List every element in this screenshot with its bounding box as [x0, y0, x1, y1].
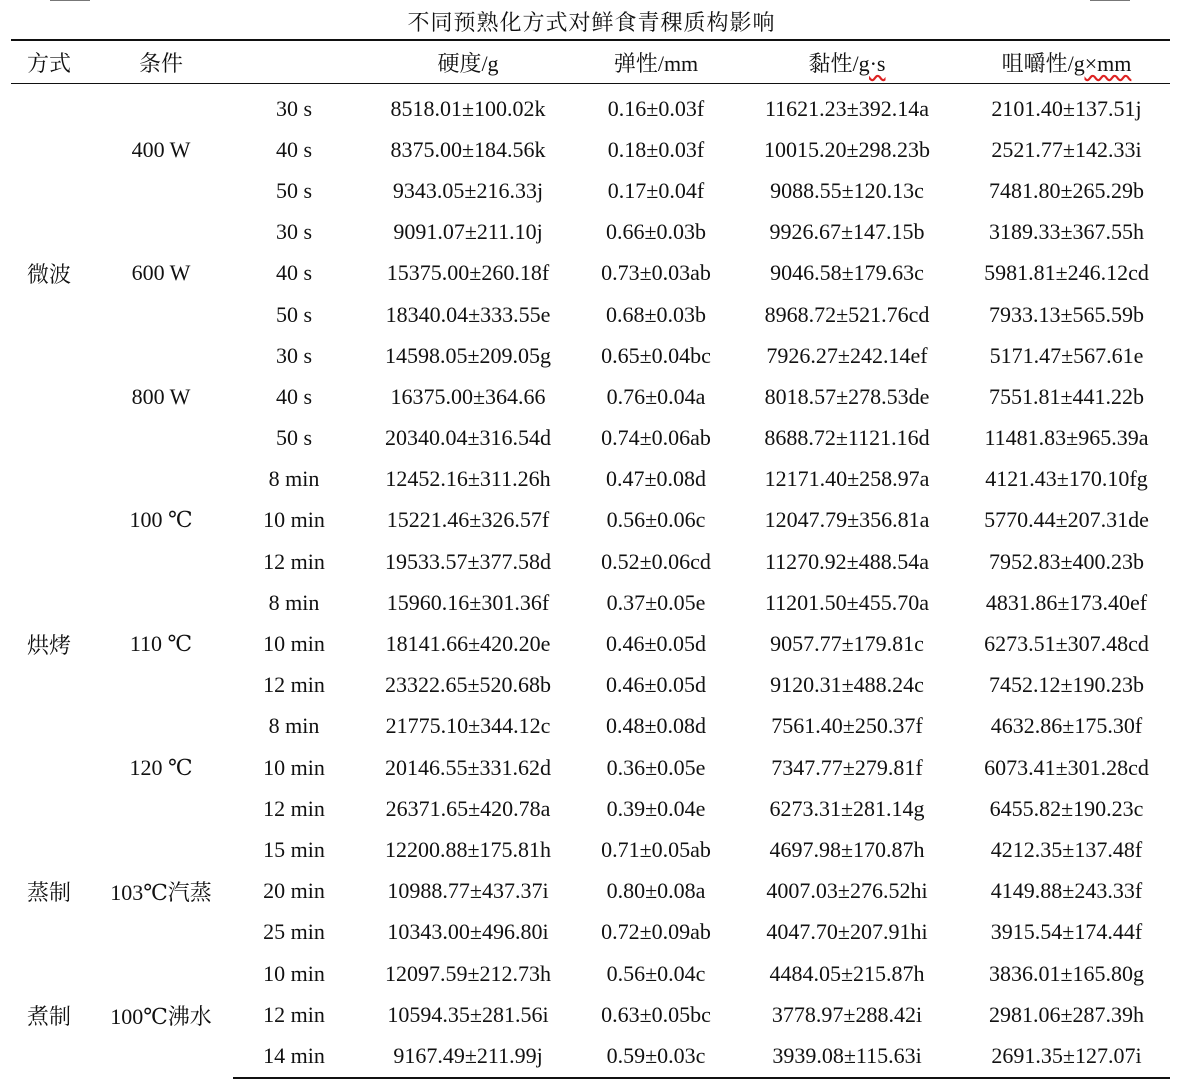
time-cell: 8 min [268, 713, 320, 739]
springiness-cell: 0.18±0.03f [607, 136, 705, 162]
condition-cell: 100 ℃ [129, 507, 193, 533]
stickiness-cell: 11201.50±455.70a [764, 589, 930, 615]
method-cell: 烘烤 [27, 633, 72, 659]
table-row [11, 335, 1170, 376]
stickiness-cell: 7561.40±250.37f [771, 713, 923, 739]
method-cell: 蒸制 [27, 880, 72, 906]
table-row [11, 212, 1170, 253]
header-stickiness-label: 黏性/ [808, 50, 859, 76]
chewiness-cell: 3836.01±165.80g [988, 960, 1145, 986]
hardness-cell: 15375.00±260.18f [386, 260, 550, 286]
springiness-cell: 0.80±0.08a [606, 878, 706, 904]
springiness-cell: 0.37±0.05e [606, 589, 706, 615]
stickiness-cell: 8018.57±278.53de [764, 383, 930, 409]
chewiness-cell: 2981.06±287.39h [988, 1001, 1145, 1027]
chewiness-cell: 11481.83±965.39a [984, 425, 1149, 451]
hardness-cell: 9167.49±211.99j [355, 1035, 581, 1077]
springiness-cell: 0.71±0.05ab [601, 836, 711, 862]
time-cell: 10 min [263, 507, 325, 533]
stickiness-cell: 11621.23±392.14a [764, 95, 930, 121]
hardness-cell: 20340.04±316.54d [384, 425, 552, 451]
springiness-cell: 0.56±0.04c [606, 960, 706, 986]
hardness-cell: 10343.00±496.80i [387, 919, 549, 945]
time-cell: 12 min [263, 795, 325, 821]
chewiness-cell: 3915.54±174.44f [990, 919, 1143, 945]
time-cell: 40 s [275, 136, 313, 162]
stickiness-cell: 8688.72±1121.16d [764, 425, 930, 451]
time-cell: 30 s [275, 95, 313, 121]
stickiness-cell: 11270.92±488.54a [764, 548, 930, 574]
hardness-cell: 15221.46±326.57f [386, 507, 550, 533]
springiness-cell: 0.56±0.06c [606, 507, 706, 533]
springiness-cell: 0.65±0.04bc [601, 342, 711, 368]
chewiness-cell: 5171.47±567.61e [989, 342, 1144, 368]
stickiness-cell: 4007.03±276.52hi [766, 878, 928, 904]
springiness-cell: 0.48±0.08d [605, 713, 707, 739]
time-cell: 25 min [263, 919, 325, 945]
header-stickiness [731, 40, 963, 84]
stickiness-cell: 9046.58±179.63c [770, 260, 924, 286]
stickiness-cell: 12171.40±258.97a [764, 466, 930, 492]
chewiness-cell: 3189.33±367.55h [988, 219, 1145, 245]
chewiness-cell: 2101.40±137.51j [991, 95, 1142, 121]
springiness-cell: 0.52±0.06cd [601, 548, 711, 574]
springiness-cell: 0.74±0.06ab [601, 425, 711, 451]
condition-cell: 800 W [131, 383, 191, 409]
springiness-cell: 0.36±0.05e [606, 754, 706, 780]
springiness-cell: 0.47±0.08d [605, 466, 707, 492]
corner-mark-right [1090, 0, 1130, 1]
header-stickiness-unit: g·s [858, 50, 886, 76]
chewiness-cell: 4121.43±170.10fg [985, 466, 1148, 492]
time-cell: 10 min [263, 754, 325, 780]
stickiness-cell: 9926.67±147.15b [769, 219, 925, 245]
header-chewiness-label: 咀嚼性/ [1001, 50, 1074, 76]
stickiness-cell: 9088.55±120.13c [770, 177, 924, 203]
header-method: 方式 [11, 40, 89, 84]
hardness-cell: 8375.00±184.56k [390, 136, 546, 162]
header-chewiness-unit: g×mm [1073, 50, 1132, 76]
springiness-cell: 0.16±0.03f [607, 95, 705, 121]
time-cell: 50 s [275, 425, 313, 451]
time-cell: 12 min [263, 1001, 325, 1027]
time-cell: 8 min [268, 589, 320, 615]
chewiness-cell: 6273.51±307.48cd [984, 631, 1149, 657]
condition-cell: 600 W [131, 260, 191, 286]
stickiness-cell: 3778.97±288.42i [771, 1001, 923, 1027]
time-cell: 8 min [268, 466, 320, 492]
time-cell: 50 s [275, 177, 313, 203]
chewiness-cell: 4632.86±175.30f [990, 713, 1143, 739]
stickiness-cell: 3939.08±115.63i [731, 1035, 963, 1077]
chewiness-cell: 5770.44±207.31de [984, 507, 1149, 533]
hardness-cell: 12452.16±311.26h [385, 466, 551, 492]
chewiness-cell: 7551.81±441.22b [988, 383, 1145, 409]
time-cell: 20 min [263, 878, 325, 904]
hardness-cell: 14598.05±209.05g [384, 342, 552, 368]
time-cell: 12 min [263, 548, 325, 574]
stickiness-cell: 8968.72±521.76cd [764, 301, 930, 327]
chewiness-cell: 4212.35±137.48f [990, 836, 1143, 862]
stickiness-cell: 4047.70±207.91hi [766, 919, 928, 945]
chewiness-cell: 4149.88±243.33f [990, 878, 1143, 904]
header-hardness: 硬度/g [355, 40, 581, 84]
header-time [233, 40, 355, 84]
springiness-cell: 0.66±0.03b [605, 219, 707, 245]
table-row [11, 706, 1170, 747]
time-cell: 12 min [263, 672, 325, 698]
chewiness-cell: 2521.77±142.33i [991, 136, 1142, 162]
chewiness-cell: 7481.80±265.29b [988, 177, 1145, 203]
springiness-cell: 0.46±0.05d [605, 631, 707, 657]
time-cell: 30 s [275, 219, 313, 245]
method-cell: 微波 [27, 262, 72, 288]
chewiness-cell: 6073.41±301.28cd [984, 754, 1149, 780]
condition-cell: 100℃沸水 [110, 1003, 212, 1029]
stickiness-cell: 6273.31±281.14g [769, 795, 925, 821]
hardness-cell: 18141.66±420.20e [385, 631, 551, 657]
header-springiness: 弹性/mm [581, 40, 731, 84]
springiness-cell: 0.76±0.04a [606, 383, 706, 409]
time-cell: 15 min [263, 836, 325, 862]
texture-table [11, 39, 1170, 1079]
table-row [11, 829, 1170, 870]
springiness-cell: 0.68±0.03b [605, 301, 707, 327]
hardness-cell: 10594.35±281.56i [387, 1001, 549, 1027]
time-cell: 50 s [275, 301, 313, 327]
time-cell: 40 s [275, 260, 313, 286]
hardness-cell: 21775.10±344.12c [385, 713, 551, 739]
hardness-cell: 18340.04±333.55e [385, 301, 551, 327]
chewiness-cell: 7952.83±400.23b [988, 548, 1145, 574]
stickiness-cell: 7347.77±279.81f [771, 754, 923, 780]
chewiness-cell: 2691.35±127.07i [963, 1035, 1170, 1077]
table-row [11, 582, 1170, 623]
springiness-cell: 0.46±0.05d [605, 672, 707, 698]
time-cell: 40 s [275, 383, 313, 409]
chewiness-cell: 7452.12±190.23b [988, 672, 1145, 698]
table-title: 不同预熟化方式对鲜食青稞质构影响 [407, 11, 776, 36]
table-body [11, 84, 1170, 1078]
hardness-cell: 15960.16±301.36f [386, 589, 550, 615]
stickiness-cell: 12047.79±356.81a [764, 507, 930, 533]
springiness-cell: 0.39±0.04e [606, 795, 706, 821]
hardness-cell: 23322.65±520.68b [384, 672, 552, 698]
stickiness-cell: 9120.31±488.24c [770, 672, 924, 698]
corner-mark-left [50, 0, 90, 1]
stickiness-cell: 9057.77±179.81c [770, 631, 924, 657]
table-row [11, 953, 1170, 994]
table-row [11, 459, 1170, 500]
springiness-cell: 0.73±0.03ab [601, 260, 711, 286]
header-condition: 条件 [89, 40, 233, 84]
chewiness-cell: 6455.82±190.23c [989, 795, 1144, 821]
table-row [11, 84, 1170, 130]
hardness-cell: 12097.59±212.73h [384, 960, 552, 986]
springiness-cell: 0.17±0.04f [607, 177, 705, 203]
hardness-cell: 9343.05±216.33j [392, 177, 544, 203]
hardness-cell: 16375.00±364.66 [390, 383, 546, 409]
time-cell: 30 s [275, 342, 313, 368]
hardness-cell: 10988.77±437.37i [387, 878, 549, 904]
stickiness-cell: 10015.20±298.23b [763, 136, 931, 162]
chewiness-cell: 5981.81±246.12cd [984, 260, 1149, 286]
header-chewiness [963, 40, 1170, 84]
time-cell: 14 min [233, 1035, 355, 1077]
hardness-cell: 19533.57±377.58d [384, 548, 552, 574]
stickiness-cell: 7926.27±242.14ef [766, 342, 928, 368]
chewiness-cell: 4831.86±173.40ef [985, 589, 1148, 615]
condition-cell: 110 ℃ [129, 631, 193, 657]
condition-cell: 400 W [131, 136, 191, 162]
stickiness-cell: 4484.05±215.87h [769, 960, 925, 986]
hardness-cell: 26371.65±420.78a [385, 795, 551, 821]
condition-cell: 103℃汽蒸 [110, 879, 212, 905]
hardness-cell: 9091.07±211.10j [393, 219, 543, 245]
springiness-cell: 0.63±0.05bc [601, 1001, 711, 1027]
header-row [11, 40, 1170, 84]
chewiness-cell: 7933.13±565.59b [988, 301, 1145, 327]
time-cell: 10 min [263, 960, 325, 986]
hardness-cell: 8518.01±100.02k [390, 95, 546, 121]
method-cell: 煮制 [27, 1004, 72, 1030]
springiness-cell: 0.59±0.03c [581, 1035, 731, 1077]
springiness-cell: 0.72±0.09ab [601, 919, 711, 945]
condition-cell: 120 ℃ [129, 754, 193, 780]
hardness-cell: 12200.88±175.81h [384, 836, 552, 862]
hardness-cell: 20146.55±331.62d [384, 754, 552, 780]
time-cell: 10 min [263, 631, 325, 657]
stickiness-cell: 4697.98±170.87h [769, 836, 925, 862]
